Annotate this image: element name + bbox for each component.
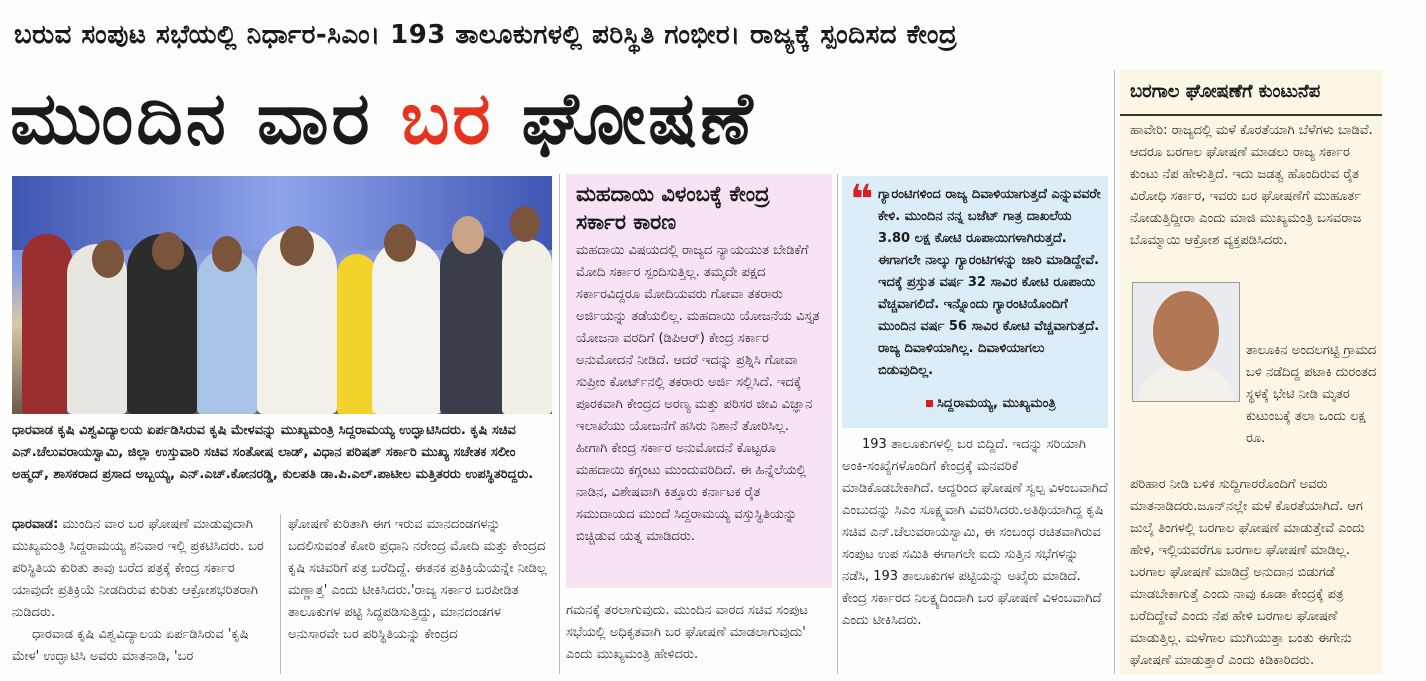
quote-text: ಗ್ಯಾರಂಟಿಗಳಿಂದ ರಾಜ್ಯ ದಿವಾಳಿಯಾಗುತ್ತದೆ ಎನ್ನುವವರೇ ಕೇಳಿ. ಮುಂದಿನ ನನ್ನ ಬಜೆಟ್ ಗಾತ್ರ ದಾಖಲೆಯ 3.80 ಲಕ್ಷ ಕೋಟಿ ರೂಪಾಯಿಗಳಾಗಿರುತ್ತದೆ. ಈಗಾಗಲೇ ನಾಲ್ಕು ಗ್ಯಾರಂಟಿಗಳನ್ನು ಜಾರಿ ಮಾಡಿದ್ದೇವೆ. ಇದಕ್ಕೆ ಪ್ರಸ್ತುತ ವರ್ಷ 32 ಸಾವಿರ ಕೋಟಿ ರೂಪಾಯಿ ವೆಚ್ಚವಾಗಲಿದೆ. ಇನ್ನೊಂದು ಗ್ಯಾರಂಟಿಯೊಂದಿಗೆ ಮುಂದಿನ ವರ್ಷ 56 ಸಾವಿರ ಕೋಟಿ ವೆಚ್ಚವಾಗುತ್ತದೆ. ರಾಜ್ಯ ದಿವಾಳಿಯಾಗಿಲ್ಲ. ದಿವಾಳಿಯಾಗಲು ಬಿಡುವುದಿಲ್ಲ. [878, 187, 1101, 378]
right-story [1120, 70, 1382, 674]
mahadayi-title: ಮಹದಾಯಿ ವಿಳಂಬಕ್ಕೆ ಕೇಂದ್ರ ಸರ್ಕಾರ ಕಾರಣ [576, 182, 770, 234]
bullet-icon [926, 400, 933, 407]
headline-part1: ಮುಂದಿನ ವಾರ [10, 76, 373, 160]
column-divider [280, 514, 281, 674]
title-rule [1120, 114, 1382, 116]
right-story-part1: ಹಾವೇರಿ: ರಾಜ್ಯದಲ್ಲಿ ಮಳೆ ಕೊರತೆಯಾಗಿ ಬೆಳೆಗಳು ಬಾಡಿವೆ. ಆದರೂ ಬರಗಾಲ ಘೋಷಣೆ ಮಾಡಲು ರಾಜ್ಯ ಸರ್ಕಾರ ಕುಂಟು ನೆಪ ಹೇಳುತ್ತಿದೆ. ಇದು ಜಡತ್ವ ಹೊಂದಿರುವ ರೈತ ವಿರೋಧಿ ಸರ್ಕಾರ, ಇವರು ಬರ ಘೋಷಣೆಗೆ ಮುಹೂರ್ತ ನೋಡುತ್ತಿದ್ದೀರಾ ಎಂದು ಮಾಜಿ ಮುಖ್ಯಮಂತ್ರಿ ಬಸವರಾಜ ಬೊಮ್ಮಾಯಿ ಆಕ್ರೋಶ ವ್ಯಕ್ತಪಡಿಸಿದರು. [1130, 123, 1373, 248]
dateline: ಧಾರವಾಡ: [12, 517, 59, 532]
portrait-photo [1132, 282, 1240, 402]
headline-part2-red: ಬರ [400, 76, 494, 160]
main-story-col1-text: ಮುಂದಿನ ವಾರ ಬರ ಘೋಷಣೆ ಮಾಡುವುದಾಗಿ ಮುಖ್ಯಮಂತ್ರಿ ಸಿದ್ದರಾಮಯ್ಯ ಶನಿವಾರ ಇಲ್ಲಿ ಪ್ರಕಟಿಸಿದರು. ಬರ ಪರಿಸ್ಥಿತಿಯ ಕುರಿತು ತಾವು ಬರೆದ ಪತ್ರಕ್ಕೆ ಕೇಂದ್ರ ಸರ್ಕಾರ ಯಾವುದೇ ಪ್ರತಿಕ್ರಿಯೆ ನೀಡದಿರುವ ಕುರಿತು ಆಕ್ರೋಶಭರಿತರಾಗಿ ನುಡಿದರು. [12, 517, 264, 620]
main-story-col3 [566, 600, 832, 674]
kicker-line: ಬರುವ ಸಂಪುಟ ಸಭೆಯಲ್ಲಿ ನಿರ್ಧಾರ-ಸಿಎಂ। 193 ತಾಲೂಕುಗಳಲ್ಲಿ ಪರಿಸ್ಥಿತಿ ಗಂಭೀರ। ರಾಜ್ಯಕ್ಕೆ ಸ್ಪಂದಿಸದ ಕೇಂದ್ರ [14, 20, 958, 50]
quote-box [842, 176, 1108, 428]
right-story-part2: ತಾಲೂಕಿನ ಅಂದಲಗಟ್ಟಿ ಗ್ರಾಮದ ಬಳಿ ನಡೆದಿದ್ದ ಪಟಾಕಿ ದುರಂತದ ಸ್ಥಳಕ್ಕೆ ಭೇಟಿ ನೀಡಿ ಮೃತರ ಕುಟುಂಬಕ್ಕೆ ತಲಾ ಒಂದು ಲಕ್ಷ ರೂ. [1246, 343, 1377, 446]
headline-part3: ಘೋಷಣೆ [521, 76, 756, 160]
main-headline [10, 64, 1110, 172]
quote-attribution: ಸಿದ್ದರಾಮಯ್ಯ, ಮುಖ್ಯಮಂತ್ರಿ [926, 396, 1056, 411]
main-story-col2-text: ಘೋಷಣೆ ಕುರಿತಾಗಿ ಈಗ ಇರುವ ಮಾನದಂಡಗಳನ್ನು ಬದಲಿಸುವಂತೆ ಕೋರಿ ಪ್ರಧಾನಿ ನರೇಂದ್ರ ಮೋದಿ ಮತ್ತು ಕೇಂದ್ರದ ಕೃಷಿ ಸಚಿವರಿಗೆ ಪತ್ರ ಬರೆದಿದ್ದೆ. ಈತನಕ ಪ್ರತಿಕ್ರಿಯೆಯನ್ನೇ ನೀಡಿಲ್ಲ ಮಣ್ಣಾತ್ತ' ಎಂದು ಟೀಕಿಸಿದರು.'ರಾಜ್ಯ ಸರ್ಕಾರ ಬರಪೀಡಿತ ತಾಲೂಕುಗಳ ಪಟ್ಟಿ ಸಿದ್ಧಪಡಿಸುತ್ತಿದ್ದು, ಮಾನದಂಡಗಳ ಅನುಸಾರವೇ ಬರ ಪರಿಸ್ಥಿತಿಯನ್ನು ಕೇಂದ್ರದ [288, 517, 547, 642]
main-story-col2 [288, 514, 552, 674]
column-divider [837, 174, 838, 674]
column-divider [1114, 70, 1115, 674]
main-story-col4-text: 193 ತಾಲೂಕುಗಳಲ್ಲಿ ಬರ ಬಿದ್ದಿದೆ. ಇದನ್ನು ಸರಿಯಾಗಿ ಅಂಕಿ-ಸಂಖ್ಯೆಗಳೊಂದಿಗೆ ಕೇಂದ್ರಕ್ಕೆ ಮನವರಿಕೆ ಮಾಡಿಕೊಡಬೇಕಾಗಿದೆ. ಆದ್ದರಿಂದ ಘೋಷಣೆ ಸ್ವಲ್ಪ ವಿಳಂಬವಾಗಿದೆ ಎಂಬುದನ್ನು ಸಿಎಂ ಸೂಕ್ಷ್ಮವಾಗಿ ವಿವರಿಸಿದರು.ಅತಿಥಿಯಾಗಿದ್ದ ಕೃಷಿ ಸಚಿವ ಎನ್.ಚೆಲುವರಾಯಸ್ವಾಮಿ, ಈ ಸಂಬಂಧ ರಚಿತವಾಗಿರುವ ಸಂಪುಟ ಉಪ ಸಮಿತಿ ಈಗಾಗಲೇ ಐದು ಸುತ್ತಿನ ಸಭೆಗಳನ್ನು ನಡೆಸಿ, 193 ತಾಲೂಕುಗಳ ಪಟ್ಟಿಯನ್ನು ಅಖೈರು ಮಾಡಿದೆ. ಕೇಂದ್ರ ಸರ್ಕಾರದ ನಿಲಕ್ಷ್ಯದಿಂದಾಗಿ ಬರ ಘೋಷಣೆ ವಿಳಂಬವಾಗಿದೆ ಎಂದು ಟೀಕಿಸಿದರು. [842, 437, 1108, 628]
right-story-title: ಬರಗಾಲ ಘೋಷಣೆಗೆ ಕುಂಟುನೆಪ [1130, 81, 1321, 102]
event-photo [12, 176, 552, 414]
main-story-col1 [12, 514, 274, 674]
main-story-col1b-text: ಧಾರವಾಡ ಕೃಷಿ ವಿಶ್ವವಿದ್ಯಾಲಯ ಏರ್ಪಡಿಸಿರುವ 'ಕೃಷಿ ಮೇಳ' ಉದ್ಘಾಟಿಸಿ ಅವರು ಮಾತನಾಡಿ, 'ಬರ [12, 627, 249, 664]
quote-mark-icon: ❝ [850, 177, 874, 223]
right-story-part3: ಪರಿಹಾರ ನೀಡಿ ಬಳಿಕ ಸುದ್ದಿಗಾರರೊಂದಿಗೆ ಅವರು ಮಾತನಾಡಿದರು.ಜೂನ್‌ನಲ್ಲೇ ಮಳೆ ಕೊರತೆಯಾಗಿದೆ. ಆಗ ಜುಲೈ ತಿಂಗಳಲ್ಲಿ ಬರಗಾಲ ಘೋಷಣೆ ಮಾಡುತ್ತೇವೆ ಎಂದು ಹೇಳಿ, ಇಲ್ಲಿಯವರೆಗೂ ಬರಗಾಲ ಘೋಷಣೆ ಮಾಡಿಲ್ಲ. ಬರಗಾಲ ಘೋಷಣೆ ಮಾಡಿದ್ರೆ ಅನುದಾನ ಬಿಡುಗಡೆ ಮಾಡಬೇಕಾಗುತ್ತೆ ಎಂದು ನಾವು ಕೂಡಾ ಕೇಂದ್ರಕ್ಕೆ ಪತ್ರ ಬರೆದಿದ್ದೇವೆ ಎಂದು ನೆಪ ಹೇಳಿ ಬರಗಾಲ ಘೋಷಣೆ ಮಾಡುತ್ತಿಲ್ಲ. ಮಳೆಗಾಲ ಮುಗಿಯುತ್ತಾ ಬಂತು ಈಗೇನು ಘೋಷಣೆ ಮಾಡುತ್ತಾರೆ ಎಂದು ಕಿಡಿಕಾರಿದರು. [1130, 477, 1365, 668]
mahadayi-body: ಮಹದಾಯಿ ವಿಷಯದಲ್ಲಿ ರಾಜ್ಯದ ನ್ಯಾಯಯುತ ಬೇಡಿಕೆಗೆ ಮೋದಿ ಸರ್ಕಾರ ಸ್ಪಂದಿಸುತ್ತಿಲ್ಲ. ತಮ್ಮದೇ ಪಕ್ಷದ ಸರ್ಕಾರವಿದ್ದರೂ ಮೋದಿಯವರು ಗೋವಾ ತಕರಾರು ಅರ್ಜಿಯನ್ನು ತಡೆಯಲಿಲ್ಲ. ಮಹದಾಯಿ ಯೋಜನೆಯ ವಿಸ್ತೃತ ಯೋಜನಾ ವರದಿಗೆ (ಡಿಪಿಆರ್) ಕೇಂದ್ರ ಸರ್ಕಾರ ಅನುಮೋದನೆ ನೀಡಿದೆ. ಆದರೆ ಇದನ್ನು ಪ್ರಶ್ನಿಸಿ ಗೋವಾ ಸುಪ್ರೀಂ ಕೋರ್ಟ್‌ನಲ್ಲಿ ತಕರಾರು ಅರ್ಜಿ ಸಲ್ಲಿಸಿದೆ. ಇದಕ್ಕೆ ಪೂರಕವಾಗಿ ಕೇಂದ್ರದ ಅರಣ್ಯ ಮತ್ತು ಪರಿಸರ ಜೀವಿ ವಿಜ್ಞಾನ ಇಲಾಖೆಯು ಯೋಜನೆಗೆ ಹಸಿರು ನಿಶಾನೆ ತೋರಿಸಿಲ್ಲ. ಹೀಗಾಗಿ ಕೇಂದ್ರ ಸರ್ಕಾರ ಅನುಮೋದನೆ ಕೊಟ್ಟರೂ ಮಹದಾಯಿ ಕಗ್ಗಂಟು ಮುಂದುವರಿದಿದೆ. ಈ ಹಿನ್ನೆಲೆಯಲ್ಲಿ ನಾಡಿನ, ವಿಶೇಷವಾಗಿ ಕಿತ್ತೂರು ಕರ್ನಾಟಕ ರೈತ ಸಮುದಾಯದ ಮುಂದೆ ಸಿದ್ದರಾಮಯ್ಯ ವಸ್ತುಸ್ಥಿತಿಯನ್ನು ಬಿಚ್ಚಿಡುವ ಯತ್ನ ಮಾಡಿದರು. [576, 243, 820, 544]
mahadayi-box [566, 174, 832, 588]
column-divider [559, 174, 560, 674]
photo-caption: ಧಾರವಾಡ ಕೃಷಿ ವಿಶ್ವವಿದ್ಯಾಲಯ ಏರ್ಪಡಿಸಿರುವ ಕೃಷಿ ಮೇಳವನ್ನು ಮುಖ್ಯಮಂತ್ರಿ ಸಿದ್ದರಾಮಯ್ಯ ಉದ್ಘಾಟಿಸಿದರು. ಕೃಷಿ ಸಚಿವ ಎನ್.ಚೆಲುವರಾಯಸ್ವಾಮಿ, ಜಿಲ್ಲಾ ಉಸ್ತುವಾರಿ ಸಚಿವ ಸಂತೋಷ ಲಾಡ್, ವಿಧಾನ ಪರಿಷತ್ ಸರ್ಕಾರಿ ಮುಖ್ಯ ಸಚೇತಕ ಸಲೀಂ ಅಹ್ಮದ್, ಶಾಸಕರಾದ ಪ್ರಸಾದ ಅಬ್ಬಯ್ಯ, ಎನ್.ಎಚ್.ಕೋನರಡ್ಡಿ, ಕುಲಪತಿ ಡಾ.ಪಿ.ಎಲ್.ಪಾಟೀಲ ಮತ್ತಿತರರು ಉಪಸ್ಥಿತರಿದ್ದರು. [12, 423, 534, 482]
main-story-col4 [842, 434, 1108, 674]
main-story-col3-text: ಗಮನಕ್ಕೆ ತರಲಾಗುವುದು. ಮುಂದಿನ ವಾರದ ಸಚಿವ ಸಂಪುಟ ಸಭೆಯಲ್ಲಿ ಅಧಿಕೃತವಾಗಿ ಬರ ಘೋಷಣೆ ಮಾಡಲಾಗುವುದು' ಎಂದು ಮುಖ್ಯಮಂತ್ರಿ ಹೇಳಿದರು. [566, 603, 808, 662]
